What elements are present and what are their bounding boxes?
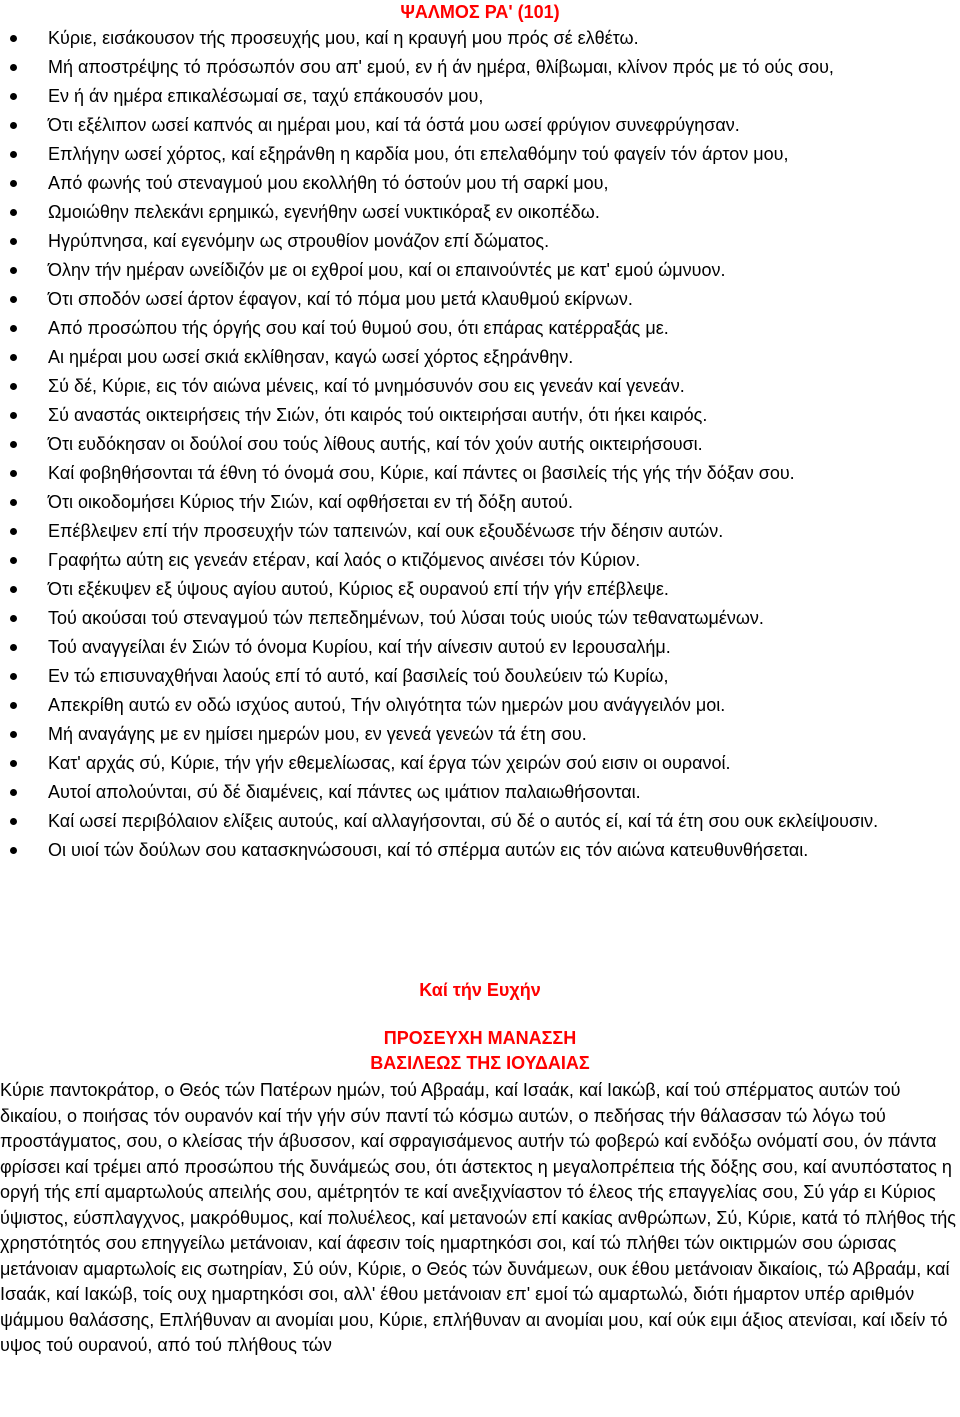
psalm-verse: Απεκρίθη αυτώ εν οδώ ισχύος αυτού, Τήν ολιγότητα τών ημερών μου ανάγγειλόν μοι.: [0, 693, 960, 718]
psalm-verse: Μή αναγάγης με εν ημίσει ημερών μου, εν γενεά γενεών τά έτη σου.: [0, 722, 960, 747]
psalm-verse: Τού ακούσαι τού στεναγμού τών πεπεδημένων, τού λύσαι τούς υιούς τών τεθανατωμένων.: [0, 606, 960, 631]
psalm-verse-list: [0, 26, 960, 867]
closing-heading: Καί τήν Ευχήν: [419, 980, 541, 1000]
psalm-verse: Κύριε, εισάκουσον τής προσευχής μου, καί η κραυγή μου πρός σέ ελθέτω.: [0, 26, 960, 51]
prayer-body: Κύριε παντοκράτορ, ο Θεός τών Πατέρων ημών, τού Αβραάμ, καί Ισαάκ, καί Ιακώβ, καί τού σπέρματος αυτών τού δικαίου, ο ποιήσας τόν ουρανόν καί τήν γήν σύν παντί τώ κόσμω αυτών, ο πεδήσας τήν θάλασσαν τώ λόγω τού προστάγματος, σου, ο κλείσας τήν άβυσσον, καί σφραγισάμενος αυτήν τώ φοβερώ καί ενδόξω ονόματί σου, όν πάντα φρίσσει καί τρέμει από προσώπου τής δυνάμεώς σου, ότι άστεκτος η μεγαλοπρέπεια τής δόξης σου, καί ανυπόστατος η οργή τής επί αμαρτωλούς απειλής σου, αμέτρητόν τε καί ανεξιχνίαστον τό έλεος τής επαγγελίας σου, Σύ γάρ ει Κύριος ύψιστος, εύσπλαγχνος, μακρόθυμος, καί πολυέλεος, καί μετανοών επί κακίας ανθρώπων, Σύ, Κύριε, κατά τό πλήθος τής χρηστότητός σου επηγγείλω μετάνοιαν, καί άφεσιν τοίς ημαρτηκόσι σοι, καί τώ πλήθει τών οικτιρμών σου ώρισας μετάνοιαν αμαρτωλοίς εις σωτηρίαν, Σύ ούν, Κύριε, ο Θεός τών δυνάμεων, ουκ έθου μετάνοιαν δικαίοις, τώ Αβραάμ, καί Ισαάκ, καί Ιακώβ, τοίς ουχ ημαρτηκόσι σοι, αλλ' έθου μετάνοιαν επ' εμοί τώ αμαρτωλώ, διότι ήμαρτον υπέρ αριθμόν ψάμμου θαλάσσης, Επλήθυναν αι ανομίαι μου, Κύριε, επλήθυναν αι ανομίαι μου, καί ούκ ειμι άξιος ατενίσαι, καί ιδείν τό υψος τού ουρανού, από τού πλήθους τών: [0, 1080, 956, 1355]
psalm-title: ΨΑΛΜΟΣ ΡΑ' (101): [400, 2, 560, 22]
psalm-verse: Όλην τήν ημέραν ωνείδιζόν με οι εχθροί μου, καί οι επαινούντές με κατ' εμού ώμνυον.: [0, 258, 960, 283]
psalm-verse: Ότι ευδόκησαν οι δούλοί σου τούς λίθους αυτής, καί τόν χούν αυτής οικτειρήσουσι.: [0, 432, 960, 457]
psalm-verse: Από προσώπου τής όργής σου καί τού θυμού σου, ότι επάρας κατέρραξάς με.: [0, 316, 960, 341]
prayer-title-line-1: ΠΡΟΣΕΥΧΗ ΜΑΝΑΣΣΗ: [383, 1028, 577, 1048]
psalm-verse: Σύ αναστάς οικτειρήσεις τήν Σιών, ότι καιρός τού οικτειρήσαι αυτήν, ότι ήκει καιρός.: [0, 403, 960, 428]
psalm-verse: Μή αποστρέψης τό πρόσωπόν σου απ' εμού, εν ή άν ημέρα, θλίβωμαι, κλίνον πρός με τό ούς σου,: [0, 55, 960, 80]
psalm-verse: Τού αναγγείλαι έν Σιών τό όνομα Κυρίου, καί τήν αίνεσιν αυτού εν Ιερουσαλήμ.: [0, 635, 960, 660]
psalm-verse: Ότι εξέλιπον ωσεί καπνός αι ημέραι μου, καί τά όστά μου ωσεί φρύγιον συνεφρύγησαν.: [0, 113, 960, 138]
psalm-verse: Αι ημέραι μου ωσεί σκιά εκλίθησαν, καγώ ωσεί χόρτος εξηράνθην.: [0, 345, 960, 370]
psalm-verse: Εν τώ επισυναχθήναι λαούς επί τό αυτό, καί βασιλείς τού δουλεύειν τώ Κυρίω,: [0, 664, 960, 689]
psalm-verse: Αυτοί απολούνται, σύ δέ διαμένεις, καί πάντες ως ιμάτιον παλαιωθήσονται.: [0, 780, 960, 805]
psalm-verse: Επέβλεψεν επί τήν προσευχήν τών ταπεινών, καί ουκ εξουδένωσε τήν δέησιν αυτών.: [0, 519, 960, 544]
psalm-verse: Κατ' αρχάς σύ, Κύριε, τήν γήν εθεμελίωσας, καί έργα τών χειρών σού εισιν οι ουρανοί.: [0, 751, 960, 776]
psalm-verse: Εν ή άν ημέρα επικαλέσωμαί σε, ταχύ επάκουσόν μου,: [0, 84, 960, 109]
psalm-verse: Καί ωσεί περιβόλαιον ελίξεις αυτούς, καί αλλαγήσονται, σύ δέ ο αυτός εί, καί τά έτη σου ουκ εκλείψουσιν.: [0, 809, 960, 834]
psalm-verse: Γραφήτω αύτη εις γενεάν ετέραν, καί λαός ο κτιζόμενος αινέσει τόν Κύριον.: [0, 548, 960, 573]
psalm-verse: Οι υιοί τών δούλων σου κατασκηνώσουσι, καί τό σπέρμα αυτών εις τόν αιώνα κατευθυνθήσεται.: [0, 838, 960, 863]
psalm-verse: Ηγρύπνησα, καί εγενόμην ως στρουθίον μονάζον επί δώματος.: [0, 229, 960, 254]
prayer-title: [0, 1026, 960, 1076]
psalm-verse: Ότι εξέκυψεν εξ ύψους αγίου αυτού, Κύριος εξ ουρανού επί τήν γήν επέβλεψε.: [0, 577, 960, 602]
psalm-verse: Ότι σποδόν ωσεί άρτον έφαγον, καί τό πόμα μου μετά κλαυθμού εκίρνων.: [0, 287, 960, 312]
psalm-verse: Επλήγην ωσεί χόρτος, καί εξηράνθη η καρδία μου, ότι επελαθόμην τού φαγείν τόν άρτον μου,: [0, 142, 960, 167]
psalm-verse: Ότι οικοδομήσει Κύριος τήν Σιών, καί οφθήσεται εν τή δόξη αυτού.: [0, 490, 960, 515]
psalm-verse: Ωμοιώθην πελεκάνι ερημικώ, εγενήθην ωσεί νυκτικόραξ εν οικοπέδω.: [0, 200, 960, 225]
psalm-verse: Από φωνής τού στεναγμού μου εκολλήθη τό όστούν μου τή σαρκί μου,: [0, 171, 960, 196]
prayer-title-line-2: ΒΑΣΙΛΕΩΣ ΤΗΣ ΙΟΥΔΑΙΑΣ: [370, 1053, 590, 1073]
psalm-verse: Καί φοβηθήσονται τά έθνη τό όνομά σου, Κύριε, καί πάντες οι βασιλείς τής γής τήν δόξαν σου.: [0, 461, 960, 486]
psalm-verse: Σύ δέ, Κύριε, εις τόν αιώνα μένεις, καί τό μνημόσυνόν σου εις γενεάν καί γενεάν.: [0, 374, 960, 399]
